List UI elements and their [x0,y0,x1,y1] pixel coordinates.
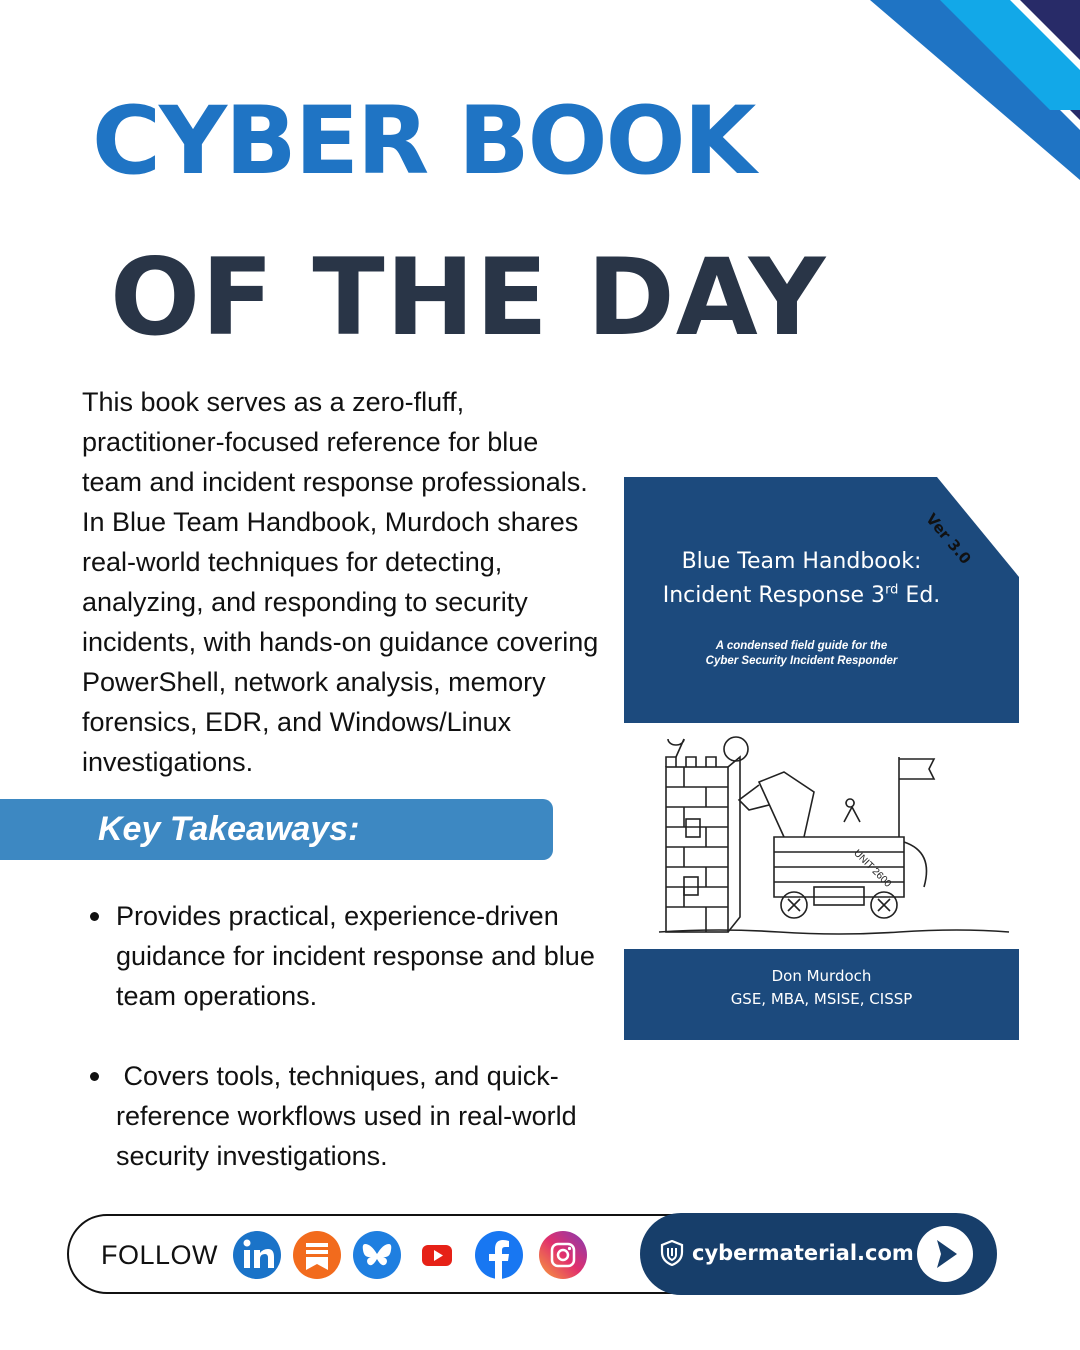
youtube-icon[interactable] [412,1230,462,1280]
book-author [624,965,1019,1011]
book-title [624,545,979,613]
book-title-line2: Incident Response 3rd Ed. [662,582,941,608]
takeaways-list [88,896,598,1176]
linkedin-icon[interactable] [232,1230,282,1280]
headline-line1: CYBER BOOK [92,87,755,196]
next-arrow-button[interactable] [917,1226,973,1282]
follow-label: FOLLOW [101,1240,219,1270]
book-cover [624,477,1019,1040]
bullet-icon [90,1072,99,1081]
book-title-line1: Blue Team Handbook: [681,549,922,574]
takeaway-text: Covers tools, techniques, and quick-reference workflows used in real-world security investigations. [116,1061,585,1171]
corner-stripes [820,0,1080,200]
headline-line2: OF THE DAY [110,236,827,359]
instagram-icon[interactable] [538,1230,588,1280]
takeaway-text: Provides practical, experience-driven guidance for incident response and blue team operations. [116,901,595,1011]
substack-icon[interactable] [292,1230,342,1280]
website-link[interactable]: cybermaterial.com [692,1241,914,1265]
author-credentials: GSE, MBA, MSISE, CISSP [730,990,913,1008]
illustration-text: UNIT 2600 [851,847,894,890]
list-item [88,896,598,1016]
author-name: Don Murdoch [771,967,872,985]
key-takeaways-label: Key Takeaways: [98,810,360,848]
bullet-icon [90,912,99,921]
bluesky-icon[interactable] [352,1230,402,1280]
book-description: This book serves as a zero-fluff, practitioner-focused reference for blue team and incident response professionals. In Blue Team Handbook, Murdoch shares real-world techniques for detecting, analyzing, and responding to security incidents, with hands-on guidance covering PowerShell, network analysis, memory forensics, EDR, and Windows/Linux investigations. [82,387,599,777]
facebook-icon[interactable] [474,1230,524,1280]
book-version: Ver 3.0 [922,510,975,568]
shield-icon [660,1240,684,1266]
list-item [88,1056,598,1176]
play-arrow-icon [917,1226,973,1282]
trojan-horse-illustration [654,727,1014,947]
book-subtitle: A condensed field guide for the Cyber Security Incident Responder [705,640,898,667]
